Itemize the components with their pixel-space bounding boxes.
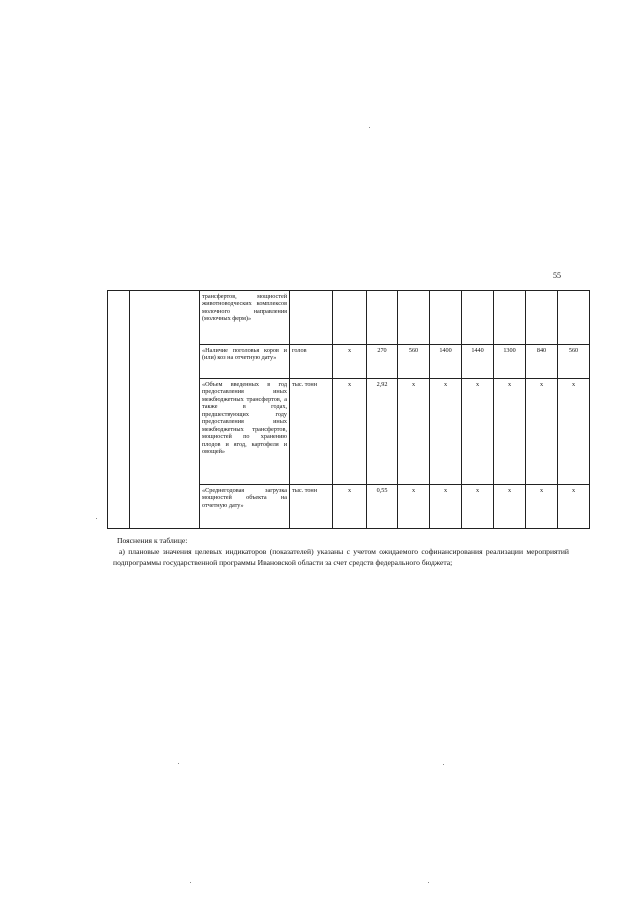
value-cell: 1400 (430, 345, 462, 379)
value-cell: х (558, 379, 590, 485)
value-cell: х (430, 485, 462, 529)
notes-title: Пояснения к таблице: (117, 536, 188, 545)
value-cell: х (526, 485, 558, 529)
table-row (108, 291, 590, 345)
indicator-name: «Среднегодовая загрузка мощностей объекта на отчетную дату» (200, 485, 290, 529)
value-cell: 270 (367, 345, 398, 379)
unit-cell: тыс. тонн (290, 379, 333, 485)
indicator-name: «Наличие поголовья коров и (или) коз на отчетную дату» (200, 345, 290, 379)
scan-speck (428, 882, 429, 883)
value-cell: 2,92 (367, 379, 398, 485)
value-cell (333, 291, 367, 345)
scan-speck (369, 127, 370, 128)
value-cell: х (430, 379, 462, 485)
value-cell (462, 291, 494, 345)
value-cell: 1440 (462, 345, 494, 379)
value-cell: х (333, 345, 367, 379)
value-cell: х (494, 485, 526, 529)
value-cell: х (558, 485, 590, 529)
scan-speck (96, 518, 97, 519)
value-cell: 840 (526, 345, 558, 379)
indicators-table (107, 290, 590, 529)
value-cell: х (333, 379, 367, 485)
indicator-name: трансфертов, мощностей животноводческих комплексов молочного направления (молочных ферм)» (200, 291, 290, 345)
value-cell (430, 291, 462, 345)
unit-cell: тыс. тонн (290, 485, 333, 529)
value-cell: 0,55 (367, 485, 398, 529)
table-notes (113, 536, 569, 568)
value-cell: 560 (558, 345, 590, 379)
value-cell: х (398, 485, 430, 529)
number-cell (108, 291, 130, 529)
value-cell (526, 291, 558, 345)
value-cell: 560 (398, 345, 430, 379)
scan-speck (443, 764, 444, 765)
program-cell (130, 291, 200, 529)
value-cell (398, 291, 430, 345)
value-cell (367, 291, 398, 345)
page-number: 55 (553, 271, 561, 280)
value-cell: х (462, 485, 494, 529)
value-cell: 1300 (494, 345, 526, 379)
value-cell (558, 291, 590, 345)
value-cell: х (494, 379, 526, 485)
unit-cell (290, 291, 333, 345)
value-cell: х (462, 379, 494, 485)
note-item-a: а) плановые значения целевых индикаторов (показателей) указаны с учетом ожидаемого софинансирования реализации мероприятий подпрограммы государственной программы Ивановской области за счет средств федерального бюджета; (113, 546, 569, 567)
indicator-name: «Объем введенных в год предоставления иных межбюджетных трансфертов, а также в годах, предшествующих году предоставления иных межбюджетных трансфертов, мощностей по хранению плодов и ягод, картофеля и овощей» (200, 379, 290, 485)
value-cell (494, 291, 526, 345)
value-cell: х (526, 379, 558, 485)
value-cell: х (333, 485, 367, 529)
unit-cell: голов (290, 345, 333, 379)
scan-speck (178, 763, 179, 764)
scan-speck (190, 882, 191, 883)
value-cell: х (398, 379, 430, 485)
